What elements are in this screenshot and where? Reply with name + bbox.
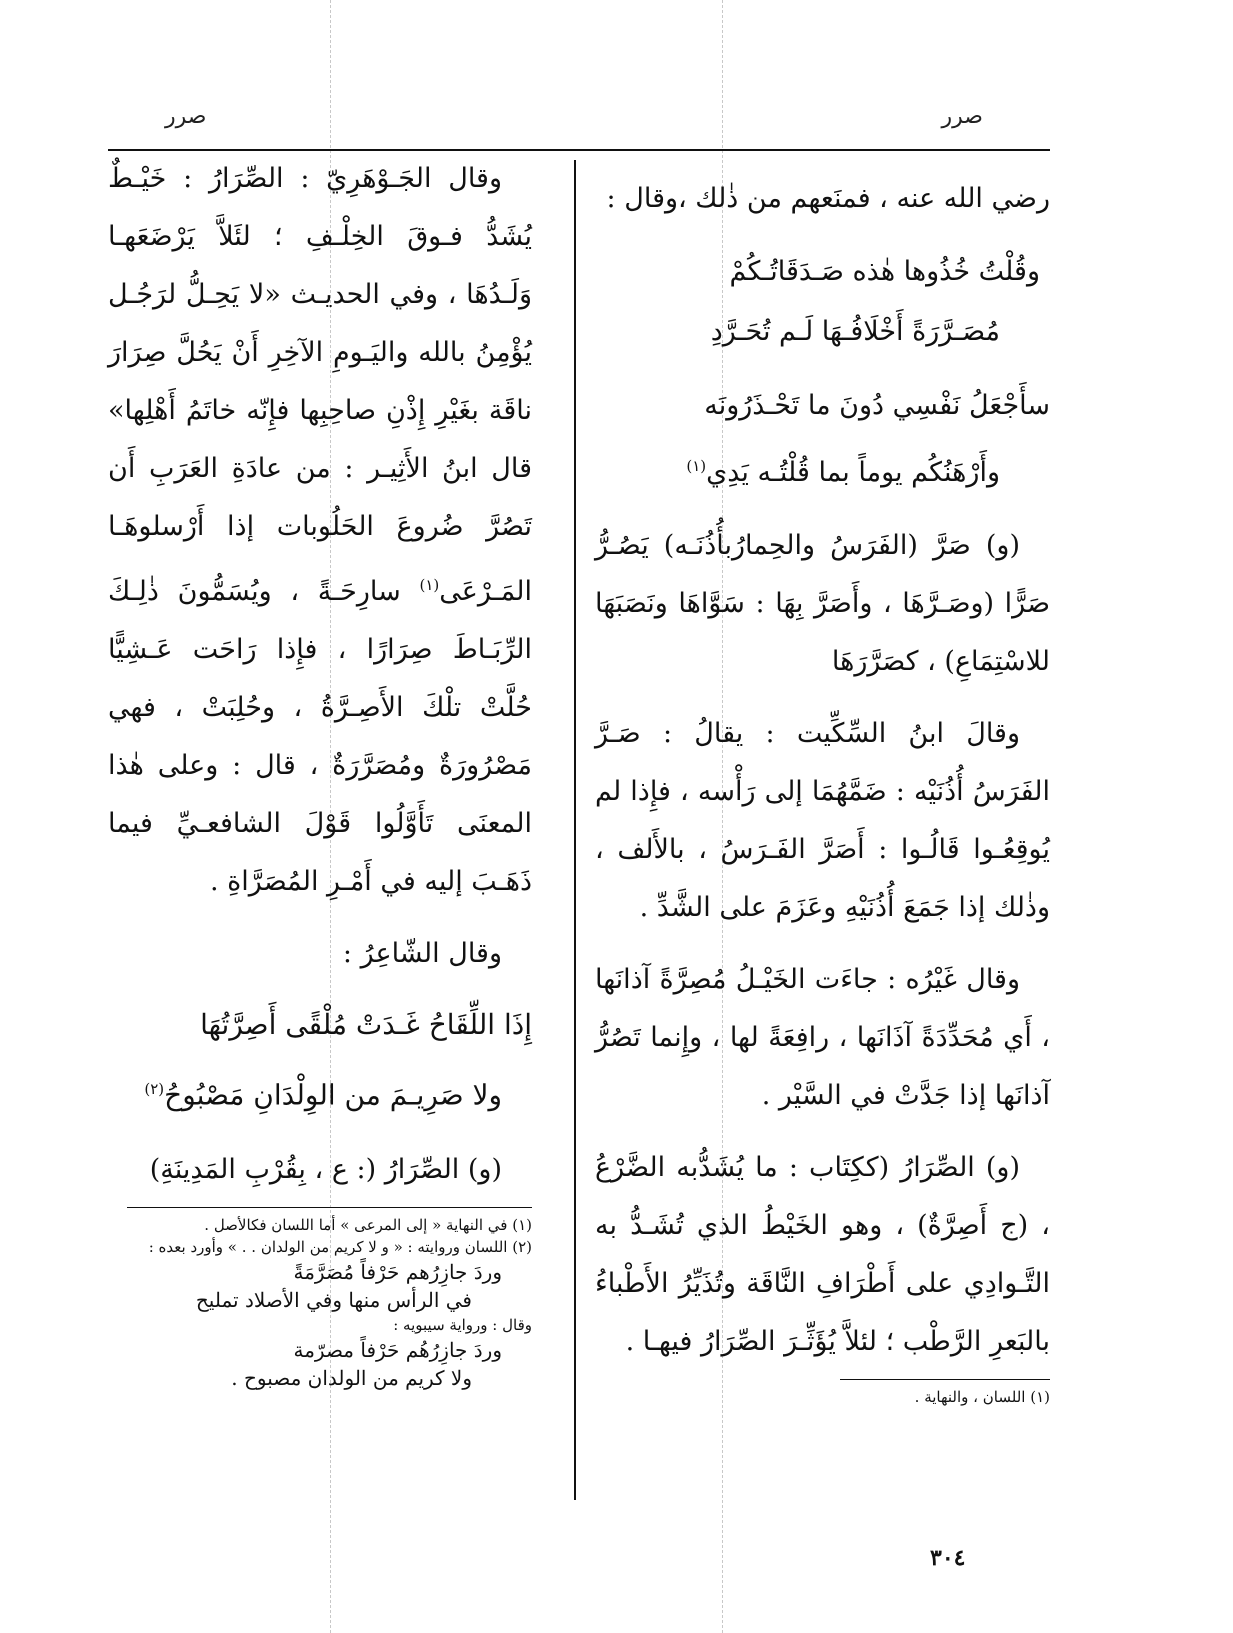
verse-line: وقُلْتُ خُذُوها هٰذه صَـدَقَاتُـكُمْ xyxy=(729,256,1040,287)
footnote-rule xyxy=(127,1207,532,1208)
paragraph: وقالَ ابنُ السِّكِّيت : يقالُ : صَـرَّ الفَرَسُ أُذُنَيْه : ضَمَّهُمَا إلى رَأْسه ، فإِذا لم يُوقِعُـوا قَالُـوا : أَصَرَّ الفَـرَسُ ، بالأَلف ، وذٰلك إذا جَمَعَ أُذُنَيْهِ وعَزَمَ على الشَّدِّ . xyxy=(595,718,1050,923)
paragraph-text: وقال الجَـوْهَرِيّ : الصِّرَارُ : خَيْـطٌ يُشَدُّ فـوقَ الخِلْـفِ ؛ لئَلاَّ يَرْضَعَهـا وَلَـدُهَا ، وفي الحديـث «لا يَحِـلُّ لرَجُـل يُؤْمِنُ بالله واليَـومِ الآخِرِ أَنْ يَحُلَّ صِرَارَ ناقَة بغَيْرِ إِذْنِ صاحِبِها فإِنّه خاتَمُ أَهْلِها» قال ابنُ الأَثِيـر : من عادَةِ العَرَبِ أَن تَصُرَّ ضُروعَ الحَلُوبات إذا أَرْسلوهَـا المَـرْعَى xyxy=(108,163,532,607)
footnote-marker: (١) xyxy=(419,576,440,594)
page-number: ٣٠٤ xyxy=(930,1545,966,1571)
right-column xyxy=(595,170,1050,1408)
footnote: (١) في النهاية « إلى المرعى » أما اللسان فكالأصل . xyxy=(204,1216,532,1235)
footnote: وقال : ورواية سيبويه : xyxy=(393,1316,532,1335)
paragraph: (و) صَرَّ (الفَرَسُ والحِمارُبأُذُنَـه) يَصُـرُّ صَرًّا (وصَـرَّهَا ، وأَصَرَّ بِهَا : سَوَّاهَا ونَصَبَهَا للاسْتِمَاعِ) ، كصَرَّرَهَا xyxy=(595,530,1050,677)
left-column xyxy=(108,150,532,1392)
footnote-verse: في الرأس منها وفي الأصلاد تمليح xyxy=(195,1288,472,1313)
column-divider xyxy=(574,160,576,1500)
footnote-marker: (٢) xyxy=(144,1080,165,1098)
footnote: (١) اللسان ، والنهاية . xyxy=(914,1388,1050,1406)
verse-line xyxy=(595,436,1050,503)
paragraph: (و) الصِّرَارُ (: ع ، بِقُرْبِ المَدِينَةِ) xyxy=(149,1154,502,1186)
footnote: (٢) اللسان وروايته : « و لا كريم من الولدان . . » وأورد بعده : xyxy=(148,1238,532,1257)
paragraph xyxy=(108,150,532,911)
paragraph: وقال غَيْرُه : جاءَت الخَيْـلُ مُصِرَّةً آذانَها ، أَي مُحَدِّدَةً آذَانَها ، رافِعَةً لها ، وإِنما تَصُرُّ آذانَها إذا جَدَّتْ في السَّيْر . xyxy=(595,964,1050,1111)
running-header-left: صرر xyxy=(165,104,207,129)
footnote-marker: (١) xyxy=(686,457,707,475)
verse-text: وأَرْهَنُكُم يوماً بما قُلْتُـه يَدِي xyxy=(706,457,1000,488)
running-header-right: صرر xyxy=(941,104,983,129)
verse-line: سأَجْعَلُ نَفْسِي دُونَ ما تَحْـذَرُونَه xyxy=(704,390,1050,421)
verse-text: ولا صَرِيـمَ من الوِلْدَانِ مَصْبُوحُ xyxy=(164,1078,502,1112)
paragraph: (و) الصِّرَارُ (ككِتَاب : ما يُشَدُّبه الضَّرْعُ ، (ج أَصِرَّةٌ) ، وهو الخَيْطُ الذي تُشَـدُّ به التَّـوادِي على أَطْرَافِ النَّاقَة وتُذَيِّرُ الأَطْباءُ بالبَعرِ الرَّطْب ؛ لئلاَّ يُؤَثِّـرَ الصِّرَارُ فيهـا . xyxy=(595,1152,1050,1357)
verse-line xyxy=(108,1057,532,1127)
verse-line: مُصَـرَّرَةً أَخْلَافُـهَا لَـم تُحَـرَّدِ xyxy=(710,316,1000,347)
paragraph-text: سارِحَـةً ، ويُسَمُّونَ ذٰلِـكَ الرِّبَـاطَ صِرَارًا ، فإِذا رَاحَت عَـشِيًّا حُلَّتْ تلْكَ الأَصِـرَّةُ ، وحُلِبَتْ ، فهي مَصْرُورَةٌ ومُصَرَّرَةٌ ، قال : وعلى هٰذا المعنَى تَأَوَّلُوا قَوْلَ الشافعـيِّ فيما ذَهَـبَ إليه في أَمْـرِ المُصَرَّاةِ . xyxy=(108,576,532,897)
footnote-verse: ولا كريم من الولدان مصبوح . xyxy=(231,1366,472,1391)
footnotes xyxy=(108,1207,532,1392)
verse-line: إِذَا اللِّقَاحُ غَـدَتْ مُلْقًى أَصِرَّتُهَا xyxy=(200,1008,532,1041)
footnote-rule xyxy=(840,1379,1050,1380)
paragraph: رضي الله عنه ، فمنَعهم من ذٰلك ،وقال : xyxy=(606,183,1050,214)
footnote-verse: وردَ جازِرُهُم حَرْفاً مصرّمة xyxy=(293,1338,502,1363)
footnotes xyxy=(595,1379,1050,1408)
paragraph: وقال الشّاعِرُ : xyxy=(342,938,502,969)
footnote-verse: وردَ جازِرُهم حَرْفاً مُصَرَّمَةً xyxy=(293,1260,502,1285)
